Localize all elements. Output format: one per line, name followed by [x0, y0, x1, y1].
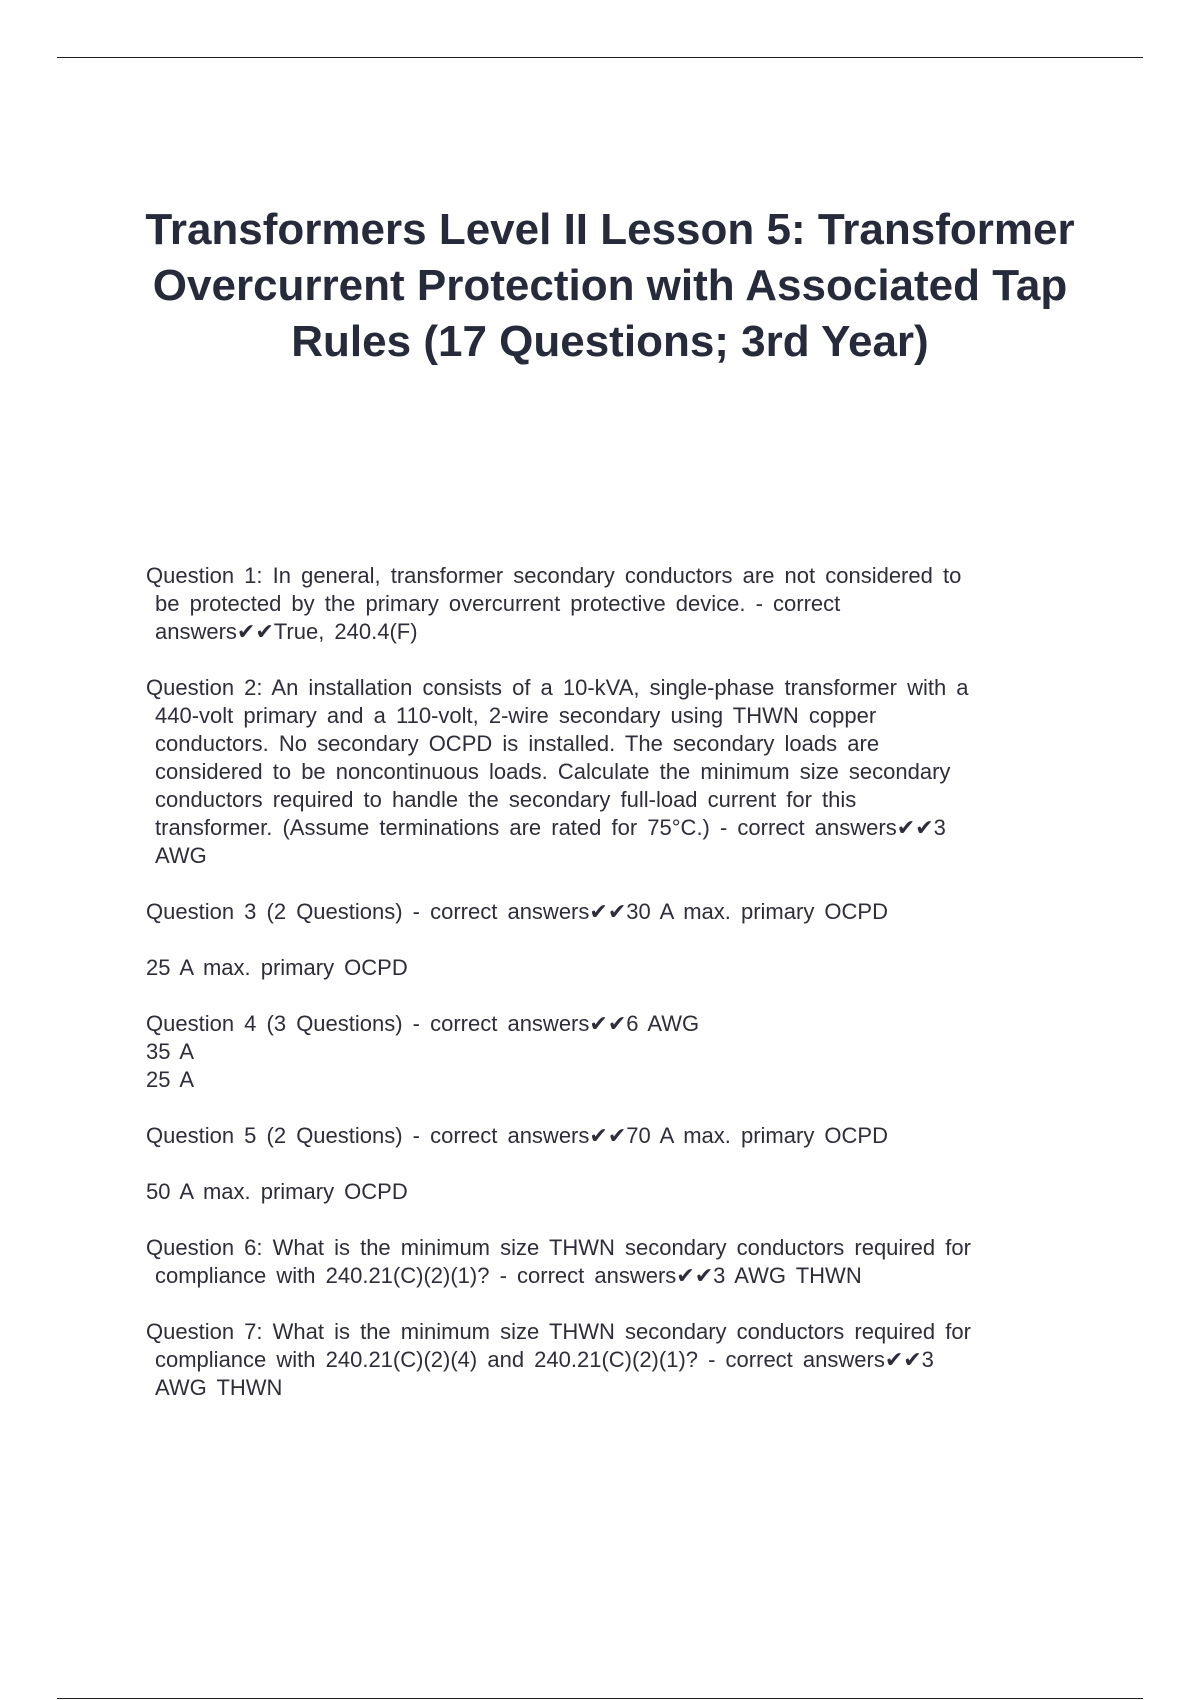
question-7-line-3: AWG THWN	[155, 1375, 283, 1400]
question-6	[146, 1234, 1080, 1290]
question-3-answer-2	[146, 954, 1080, 982]
question-4-answer-2: 35 A	[146, 1039, 195, 1064]
document-title: Transformers Level II Lesson 5: Transformer Overcurrent Protection with Associated Tap Rules (17 Questions; 3rd Year)	[145, 205, 1075, 366]
question-2-line-4: considered to be noncontinuous loads. Calculate the minimum size secondary	[155, 759, 951, 784]
question-1-line-2: be protected by the primary overcurrent protective device. - correct	[155, 591, 841, 616]
question-6-line-2: compliance with 240.21(C)(2)(1)? - correct answers✔✔3 AWG THWN	[155, 1263, 862, 1288]
question-5-answer-2-line: 50 A max. primary OCPD	[146, 1179, 408, 1204]
question-2-line-6: transformer. (Assume terminations are rated for 75°C.) - correct answers✔✔3	[155, 815, 946, 840]
question-6-line-1: Question 6: What is the minimum size THWN secondary conductors required for	[146, 1235, 971, 1260]
question-5-answer-2	[146, 1178, 1080, 1206]
question-1	[146, 562, 1080, 646]
question-2-line-1: Question 2: An installation consists of a 10-kVA, single-phase transformer with a	[146, 675, 969, 700]
question-5-line-1: Question 5 (2 Questions) - correct answers✔✔70 A max. primary OCPD	[146, 1123, 888, 1148]
question-7	[146, 1318, 1080, 1402]
question-4-line-1: Question 4 (3 Questions) - correct answers✔✔6 AWG	[146, 1011, 700, 1036]
question-3-answer-2-line: 25 A max. primary OCPD	[146, 955, 408, 980]
question-3	[146, 898, 1080, 926]
top-rule	[57, 57, 1143, 58]
question-1-line-3: answers✔✔True, 240.4(F)	[155, 619, 418, 644]
question-2-line-2: 440-volt primary and a 110-volt, 2-wire secondary using THWN copper	[155, 703, 877, 728]
question-4	[146, 1010, 1080, 1094]
question-5	[146, 1122, 1080, 1150]
question-4-answer-3: 25 A	[146, 1067, 195, 1092]
question-7-line-2: compliance with 240.21(C)(2)(4) and 240.21(C)(2)(1)? - correct answers✔✔3	[155, 1347, 934, 1372]
bottom-rule	[57, 1698, 1143, 1699]
question-2	[146, 674, 1080, 870]
question-2-line-5: conductors required to handle the secondary full-load current for this	[155, 787, 857, 812]
question-1-line-1: Question 1: In general, transformer secondary conductors are not considered to	[146, 563, 962, 588]
question-2-line-7: AWG	[155, 843, 207, 868]
question-list	[146, 562, 1080, 1430]
question-7-line-1: Question 7: What is the minimum size THWN secondary conductors required for	[146, 1319, 971, 1344]
question-2-line-3: conductors. No secondary OCPD is installed. The secondary loads are	[155, 731, 880, 756]
question-3-line-1: Question 3 (2 Questions) - correct answers✔✔30 A max. primary OCPD	[146, 899, 888, 924]
